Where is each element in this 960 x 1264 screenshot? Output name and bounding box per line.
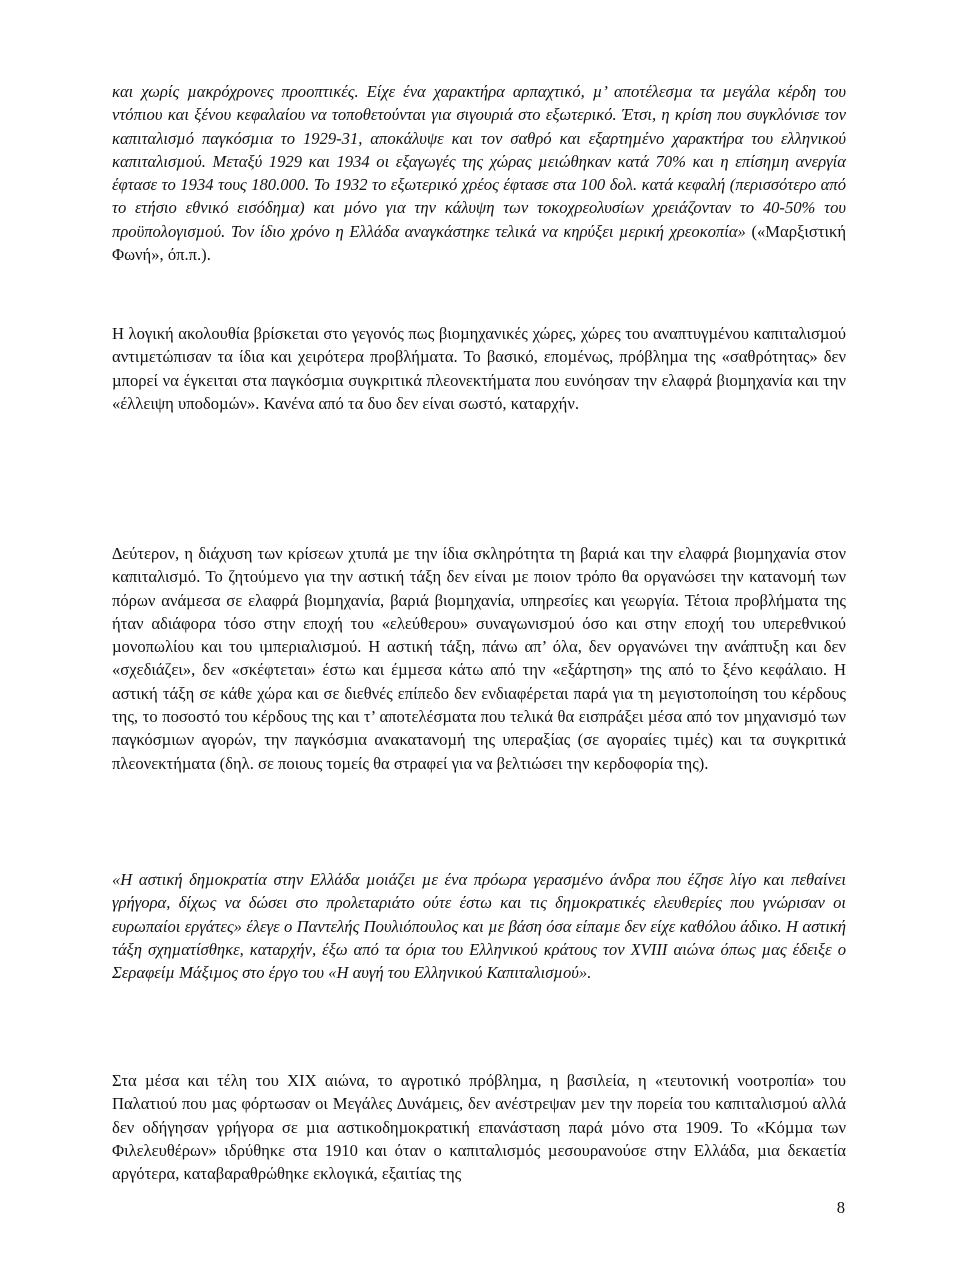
paragraph-text: και χωρίς µακρόχρονες προοπτικές. Είχε ένα χαρακτήρα αρπαχτικό, µ’ αποτέλεσµα τα µεγάλα κέρδη του ντόπιου και ξένου κεφαλαίου να τοποθετούνται για σιγουριά στο εξωτερικό. Έτσι, η κρίση που συγκλόνισε τον καπιταλισµό παγκόσµια το 1929-31, αποκάλυψε και τον σαθρό και εξαρτηµένο χαρακτήρα του ελληνικού καπιταλισµού. Μεταξύ 1929 και 1934 οι εξαγωγές της χώρας µειώθηκαν κατά 70% και η επίσηµη ανεργία έφτασε το 1934 τους 180.000. Το 1932 το εξωτερικό χρέος έφτασε στα 100 δολ. κατά κεφαλή (περισσότερο από το ετήσιο εθνικό εισόδηµα) και µόνο για την κάλυψη των τοκοχρεολυσίων χρειάζονταν το 40-50% του προϋπολογισµού. Τον ίδιο χρόνο η Ελλάδα αναγκάστηκε τελικά να κηρύξει µερική χρεοκοπία» [112, 82, 846, 241]
page-number: 8 [836, 1198, 845, 1217]
citation-source: («Μαρξιστική Φωνή», όπ.π.). [112, 221, 846, 265]
paragraph-crisis-diffusion: ∆εύτερον, η διάχυση των κρίσεων χτυπά µε την ίδια σκληρότητα τη βαριά και την ελαφρά βιοµηχανία στον καπιταλισµό. Το ζητούµενο για την αστική τάξη δεν είναι µε ποιον τρόπο θα οργανώσει την κατανοµή των πόρων ανάµεσα σε ελαφρά βιοµηχανία, βαριά βιοµηχανία, υπηρεσίες και γεωργία. Τέτοια προβλήµατα της ήταν αδιάφορα τόσο στην εποχή του «ελεύθερου» συναγωνισµού όσο και στην εποχή του υπερεθνικού µονοπωλίου και του ιµπεριαλισµού. Η αστική τάξη, πάνω απ’ όλα, δεν οργανώνει την ανάπτυξη και δεν «σχεδιάζει», δεν «σκέφτεται» έστω και έµµεσα κάτω από την «εξάρτηση» της από το ξένο κεφάλαιο. Η αστική τάξη σε κάθε χώρα και σε διεθνές επίπεδο δεν ενδιαφέρεται παρά για τη µεγιστοποίηση του κέρδους της, το ποσοστό του κέρδους της και τ’ αποτελέσµατα που τελικά θα εισπράξει µέσα από τον µηχανισµό των παγκόσµιων αγορών, την παγκόσµια ανακατανοµή της υπεραξίας (σε αγοραίες τιµές) και τα συγκριτικά πλεονεκτήµατα (δηλ. σε ποιους τοµείς θα στραφεί για να βελτιώσει την κερδοφορία της). [112, 544, 846, 773]
paragraph-nineteenth-century: Στα µέσα και τέλη του XIX αιώνα, το αγροτικό πρόβληµα, η βασιλεία, η «τευτονική νοοτροπία» του Παλατιού που µας φόρτωσαν οι Μεγάλες ∆υνάµεις, δεν ανέστρεψαν µεν την πορεία του καπιταλισµού αλλά δεν οδήγησαν γρήγορα σε µια αστικοδηµοκρατική επανάσταση παρά µόνο στα 1909. Το «Κόµµα των Φιλελευθέρων» ιδρύθηκε στα 1910 και όταν ο καπιταλισµός µεσουρανούσε στην Ελλάδα, µια δεκαετία αργότερα, καταβαραθρώθηκε εκλογικά, εξαιτίας της [112, 1071, 846, 1184]
paragraph-quote-economy [112, 80, 846, 266]
paragraph-logical-sequence: Η λογική ακολουθία βρίσκεται στο γεγονός πως βιοµηχανικές χώρες, χώρες του αναπτυγµένου καπιταλισµού αντιµετώπισαν τα ίδια και χειρότερα προβλήµατα. Το βασικό, εποµένως, πρόβληµα της «σαθρότητας» δεν µπορεί να έγκειται στα παγκόσµια συγκριτικά πλεονεκτήµατα που ευνόησαν την ελαφρά βιοµηχανία και την «έλλειψη υποδοµών». Κανένα από τα δυο δεν είναι σωστό, καταρχήν. [112, 324, 846, 413]
paragraph-quote-democracy: «Η αστική δηµοκρατία στην Ελλάδα µοιάζει µε ένα πρόωρα γερασµένο άνδρα που έζησε λίγο και πεθαίνει γρήγορα, δίχως να δώσει στο προλεταριάτο ούτε έστω και τις δηµοκρατικές ελευθερίες που γνώρισαν οι ευρωπαίοι εργάτες» έλεγε ο Παντελής Πουλιόπουλος και µε βάση όσα είπαµε δεν είχε καθόλου άδικο. Η αστική τάξη σχηµατίσθηκε, καταρχήν, έξω από τα όρια του Ελληνικού κράτους τον XVIII αιώνα όπως µας έδειξε ο Σεραφείµ Μάξιµος στο έργο του «Η αυγή του Ελληνικού Καπιταλισµού». [112, 870, 846, 983]
